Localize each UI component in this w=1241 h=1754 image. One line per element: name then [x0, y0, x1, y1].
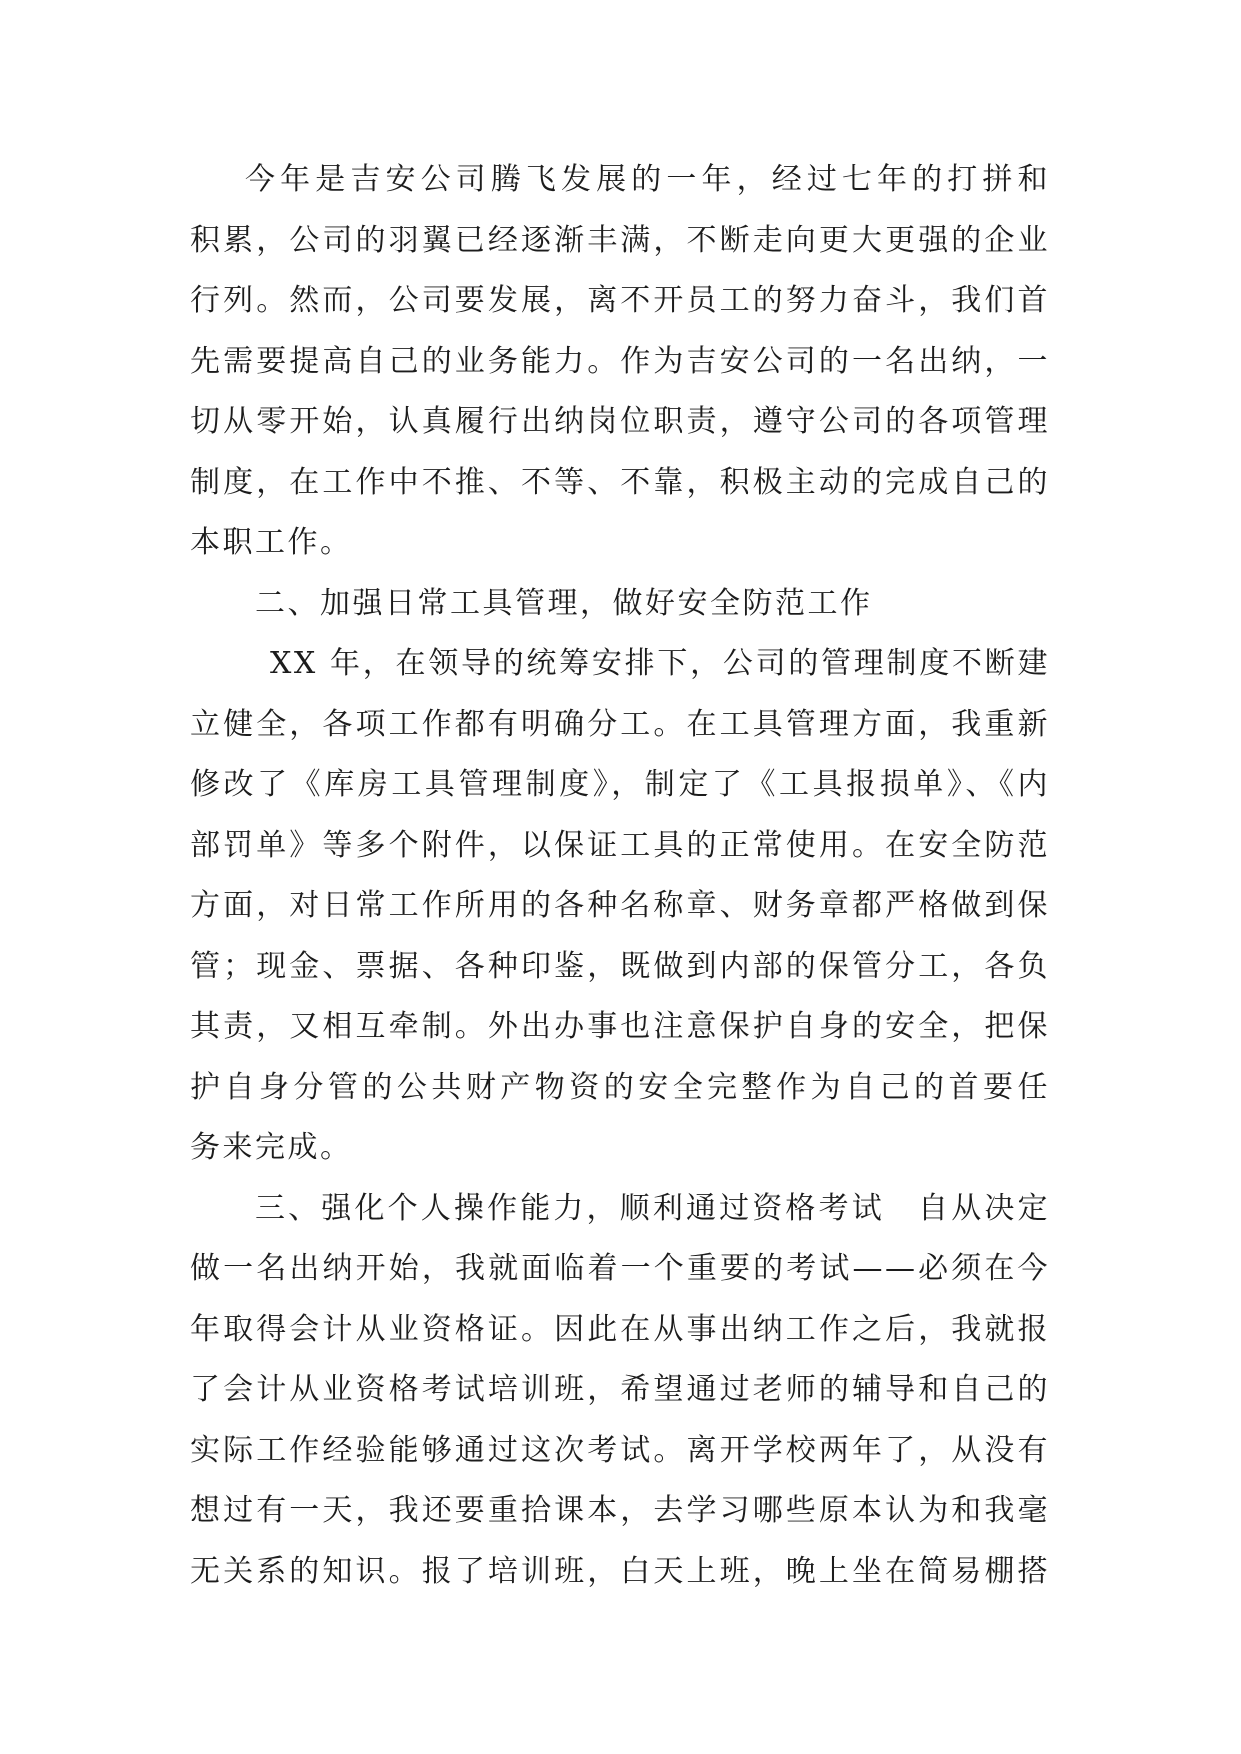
- paragraph-line: 三、强化个人操作能力，顺利通过资格考试 自从决定: [255, 1190, 1050, 1226]
- paragraph-line: 先需要提高自己的业务能力。作为吉安公司的一名出纳，一: [190, 343, 1050, 379]
- paragraph-line: 务来完成。: [190, 1130, 353, 1165]
- paragraph-line: 管；现金、票据、各种印鉴，既做到内部的保管分工，各负: [190, 948, 1050, 984]
- paragraph-line: 部罚单》等多个附件，以保证工具的正常使用。在安全防范: [190, 827, 1050, 863]
- paragraph-line: 行列。然而，公司要发展，离不开员工的努力奋斗，我们首: [190, 283, 1050, 318]
- paragraph-qualification-exam: [190, 1179, 1050, 1603]
- paragraph-line: 制度，在工作中不推、不等、不靠，积极主动的完成自己的: [190, 464, 1050, 500]
- paragraph-line: 本职工作。: [190, 525, 353, 560]
- paragraph-line: 积累，公司的羽翼已经逐渐丰满，不断走向更大更强的企业: [190, 222, 1050, 258]
- paragraph-line: XX 年，在领导的统筹安排下，公司的管理制度不断建: [270, 646, 1050, 681]
- paragraph-tool-management: [190, 634, 1050, 1179]
- paragraph-line: 立健全，各项工作都有明确分工。在工具管理方面，我重新: [190, 706, 1050, 742]
- section-heading: [190, 574, 1050, 635]
- paragraph-line: 做一名出纳开始，我就面临着一个重要的考试——必须在今: [190, 1251, 1050, 1286]
- paragraph-line: 了会计从业资格考试培训班，希望通过老师的辅导和自己的: [190, 1372, 1050, 1407]
- paragraph-line: 切从零开始，认真履行出纳岗位职责，遵守公司的各项管理: [190, 404, 1050, 439]
- paragraph-line: 想过有一天，我还要重拾课本，去学习哪些原本认为和我毫: [190, 1493, 1050, 1528]
- paragraph-line: 修改了《库房工具管理制度》，制定了《工具报损单》、《内: [190, 767, 1050, 802]
- paragraph-line: 年取得会计从业资格证。因此在从事出纳工作之后，我就报: [190, 1311, 1050, 1347]
- paragraph-line: 无关系的知识。报了培训班，白天上班，晚上坐在简易棚搭: [190, 1553, 1050, 1589]
- paragraph-line: 方面，对日常工作所用的各种名称章、财务章都严格做到保: [190, 888, 1050, 923]
- paragraph-line: 今年是吉安公司腾飞发展的一年，经过七年的打拼和: [245, 162, 1050, 197]
- paragraph-line: 其责，又相互牵制。外出办事也注意保护自身的安全，把保: [190, 1009, 1050, 1044]
- paragraph-line: 护自身分管的公共财产物资的安全完整作为自己的首要任: [190, 1069, 1050, 1105]
- section-heading-line: 二、加强日常工具管理，做好安全防范工作: [255, 585, 873, 621]
- paragraph-line: 实际工作经验能够通过这次考试。离开学校两年了，从没有: [190, 1432, 1050, 1468]
- document-body: [190, 150, 1050, 1602]
- paragraph-intro: [190, 150, 1050, 574]
